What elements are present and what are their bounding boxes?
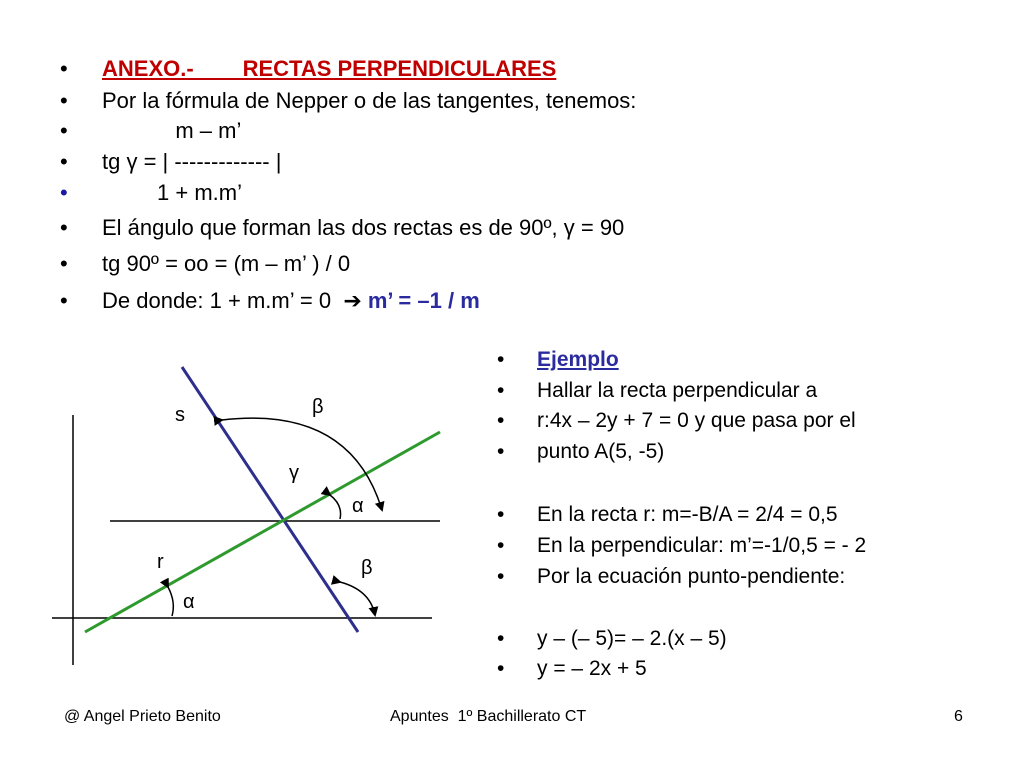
formula-numerator: m – m’ [102, 118, 242, 143]
example-text: Por la ecuación punto-pendiente: [537, 565, 846, 588]
bullet: • [497, 503, 505, 526]
bullet: • [497, 657, 505, 680]
bullet: • [60, 251, 68, 276]
dedonde-text: De donde: 1 + m.m’ = 0 [102, 288, 344, 313]
alpha-bottom-arc [168, 587, 173, 616]
formula-tg: tg γ = | ------------- | [102, 149, 282, 174]
formula-denominator: 1 + m.m’ [102, 180, 242, 205]
line-r [85, 432, 440, 632]
result-formula: m’ = –1 / m [361, 288, 480, 313]
formula-intro-text: Por la fórmula de Nepper o de las tangentes, tenemos: [102, 88, 637, 113]
angle-text: El ángulo que forman las dos rectas es de 90º, γ = 90 [102, 215, 625, 240]
label-alpha-bottom: α [183, 591, 195, 613]
bullet: • [60, 56, 68, 81]
example-text: r:4x – 2y + 7 = 0 y que pasa por el [537, 409, 856, 432]
label-beta-top: β [312, 396, 324, 418]
bullet: • [497, 440, 505, 463]
bullet: • [60, 149, 68, 174]
example-text: punto A(5, -5) [537, 440, 665, 463]
label-alpha-mid: α [352, 495, 364, 517]
label-s: s [175, 404, 185, 426]
bullet: • [497, 627, 505, 650]
example-title: Ejemplo [537, 348, 619, 371]
footer-course: Apuntes 1º Bachillerato CT [390, 708, 587, 725]
tg90-text: tg 90º = oo = (m – m’ ) / 0 [102, 251, 351, 276]
bullet: • [497, 409, 505, 432]
bullet: • [497, 534, 505, 557]
bullet: • [497, 348, 505, 371]
example-text: y – (– 5)= – 2.(x – 5) [537, 627, 727, 650]
beta-bottom-arc [340, 582, 375, 615]
bullet: • [497, 379, 505, 402]
example-text: y = – 2x + 5 [537, 657, 647, 680]
arrow-icon: ➔ [343, 289, 362, 314]
bullet: • [60, 88, 68, 113]
alpha-mid-arc [330, 495, 341, 519]
bullet: • [497, 565, 505, 588]
slide-title: ANEXO.- RECTAS PERPENDICULARES [102, 56, 557, 81]
example-text: En la perpendicular: m’=-1/0,5 = - 2 [537, 534, 867, 557]
line-s [182, 367, 358, 632]
footer-author: @ Angel Prieto Benito [64, 708, 221, 725]
bullet: • [60, 118, 68, 143]
bullet: • [60, 288, 68, 313]
example-text: En la recta r: m=-B/A = 2/4 = 0,5 [537, 503, 838, 526]
label-gamma: γ [289, 462, 299, 484]
example-text: Hallar la recta perpendicular a [537, 379, 818, 402]
label-r: r [157, 551, 164, 573]
bullet: • [60, 180, 68, 205]
footer-page-number: 6 [954, 708, 963, 725]
bullet: • [60, 215, 68, 240]
label-beta-bottom: β [361, 557, 373, 579]
